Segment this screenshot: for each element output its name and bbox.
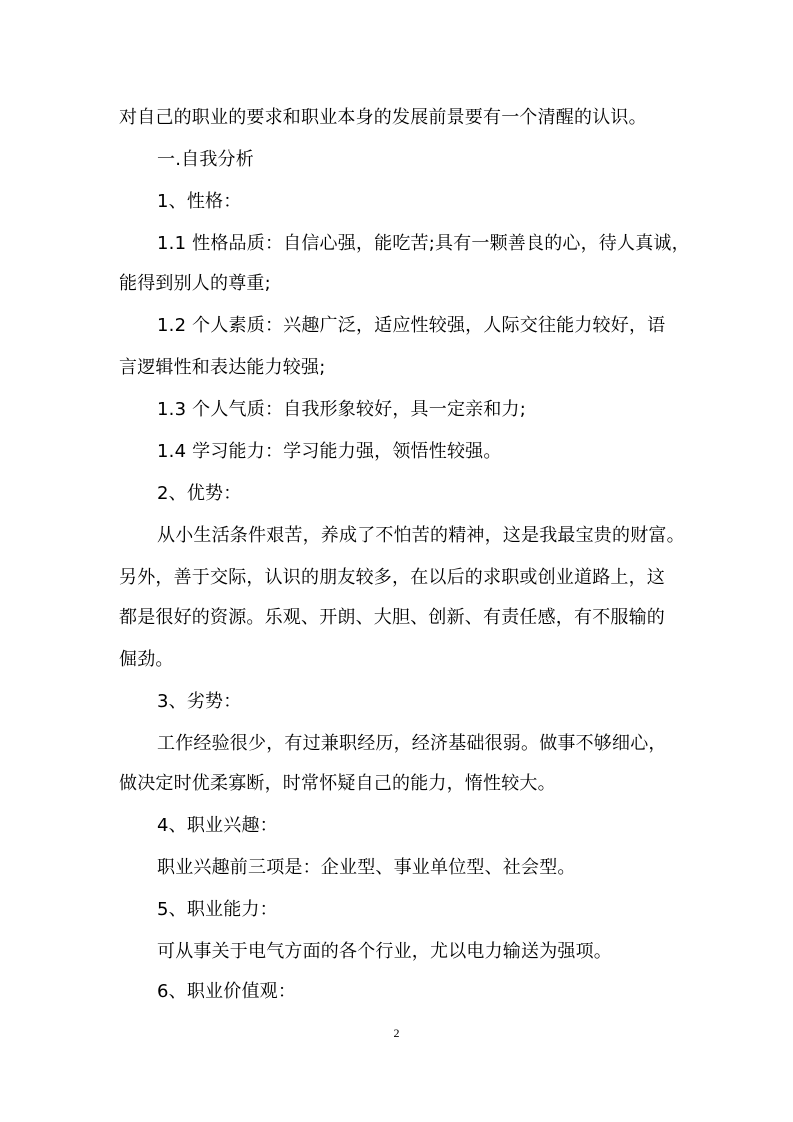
paragraph-weaknesses-a: 工作经验很少，有过兼职经历，经济基础很弱。做事不够细心， [157, 733, 667, 754]
page-number: 2 [393, 1026, 400, 1040]
paragraph-weaknesses-b: 做决定时优柔寡断，时常怀疑自己的能力，惰性较大。 [119, 773, 556, 794]
paragraph-line-1-3: 1.3 个人气质：自我形象较好，具一定亲和力; [157, 399, 527, 420]
heading-career-values: 6、职业价值观： [157, 981, 297, 1002]
heading-strengths: 2、优势： [157, 483, 242, 504]
paragraph-line-1: 对自己的职业的要求和职业本身的发展前景要有一个清醒的认识。 [119, 107, 647, 128]
heading-personality: 1、性格： [157, 191, 242, 212]
paragraph-strengths-c: 都是很好的资源。乐观、开朗、大胆、创新、有责任感，有不服输的 [119, 607, 665, 628]
paragraph-strengths-a: 从小生活条件艰苦，养成了不怕苦的精神，这是我最宝贵的财富。 [157, 525, 685, 546]
paragraph-line-1-1-b: 能得到别人的尊重; [119, 273, 271, 294]
paragraph-career-interest: 职业兴趣前三项是：企业型、事业单位型、社会型。 [157, 857, 576, 878]
heading-career-ability: 5、职业能力： [157, 899, 278, 920]
paragraph-strengths-b: 另外，善于交际，认识的朋友较多，在以后的求职或创业道路上，这 [119, 567, 665, 588]
paragraph-line-1-4: 1.4 学习能力：学习能力强，领悟性较强。 [157, 441, 502, 462]
paragraph-line-1-1-a: 1.1 性格品质：自信心强，能吃苦;具有一颗善良的心，待人真诚， [157, 233, 690, 254]
paragraph-line-1-2-b: 言逻辑性和表达能力较强; [119, 357, 326, 378]
paragraph-line-1-2-a: 1.2 个人素质：兴趣广泛，适应性较强，人际交往能力较好，语 [157, 315, 666, 336]
section-heading-self-analysis: 一.自我分析 [157, 149, 254, 170]
paragraph-strengths-d: 倔劲。 [119, 649, 174, 670]
heading-career-interest: 4、职业兴趣： [157, 815, 278, 836]
heading-weaknesses: 3、劣势： [157, 691, 242, 712]
paragraph-career-ability: 可从事关于电气方面的各个行业，尤以电力输送为强项。 [157, 941, 612, 962]
